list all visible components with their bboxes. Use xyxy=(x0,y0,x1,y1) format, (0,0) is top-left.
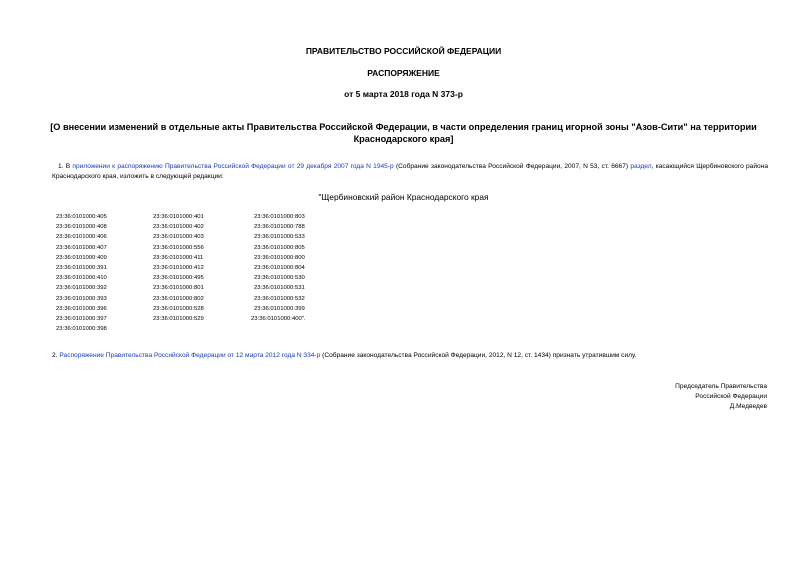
signature-block xyxy=(675,382,767,413)
parcel-number: 23:36:0101000:411 xyxy=(153,254,204,261)
paragraph-2-tail: (Собрание законодательства Российской Федерации, 2012, N 12, ст. 1434) признать утратившим силу. xyxy=(320,352,637,359)
parcel-number: 23:36:0101000:393 xyxy=(56,295,107,302)
parcel-number: 23:36:0101000:409 xyxy=(56,254,107,261)
parcel-number: 23:36:0101000:391 xyxy=(56,264,107,271)
parcel-number: 23:36:0101000:408 xyxy=(56,224,107,231)
link-section[interactable]: раздел xyxy=(630,163,652,170)
parcel-column-2 xyxy=(153,212,243,324)
parcel-number: 23:36:0101000:803 xyxy=(254,214,305,220)
document-title-line-1: [О внесении изменений в отдельные акты Правительства Российской Федерации, в части определения границ игорной зоны "Азов-Сити" на территории xyxy=(50,122,757,132)
parcel-number: 23:36:0101000:406 xyxy=(56,234,107,241)
parcel-number: 23:36:0101000:399 xyxy=(254,305,305,312)
parcel-number: 23:36:0101000:802 xyxy=(153,295,204,302)
paragraph-2-lead: 2. xyxy=(52,352,60,359)
document-title-line-2: Краснодарского края] xyxy=(353,134,454,144)
paragraph-1-lead: 1. В xyxy=(58,163,73,170)
parcel-number: 23:36:0101000:529 xyxy=(153,315,204,322)
parcel-number: 23:36:0101000:530 xyxy=(254,275,305,282)
parcel-number: 23:36:0101000:788 xyxy=(254,224,305,231)
parcel-number: 23:36:0101000:412 xyxy=(153,264,204,271)
government-header: ПРАВИТЕЛЬСТВО РОССИЙСКОЙ ФЕДЕРАЦИИ xyxy=(305,46,502,56)
signature-name: Д.Медведев xyxy=(729,403,767,411)
parcel-number: 23:36:0101000:401 xyxy=(153,214,204,220)
parcel-number: 23:36:0101000:533 xyxy=(254,234,305,241)
link-appendix-1945[interactable]: приложении к распоряжению Правительства Российской Федерации от 29 декабря 2007 года N 1945-р xyxy=(72,163,394,170)
paragraph-1-tail: , касающийся Щербиновского района Краснодарского края, изложить в следующей редакции: xyxy=(52,163,768,180)
parcel-column-3 xyxy=(251,212,354,324)
parcel-number: 23:36:0101000:410 xyxy=(56,275,107,282)
parcel-number: 23:36:0101000:392 xyxy=(56,285,107,292)
parcel-number: 23:36:0101000:396 xyxy=(56,305,107,312)
parcel-number: 23:36:0101000:397 xyxy=(56,315,107,322)
paragraph-1-middle: (Собрание законодательства Российской Федерации, 2007, N 53, ст. 6667) xyxy=(393,163,631,170)
parcel-number: 23:36:0101000:532 xyxy=(254,295,305,302)
parcel-number: 23:36:0101000:407 xyxy=(56,244,107,251)
link-order-334[interactable]: Распоряжение Правительства Российской Федерации от 12 марта 2012 года N 334-р xyxy=(59,352,321,359)
parcel-number: 23:36:0101000:528 xyxy=(153,305,204,312)
document-type: РАСПОРЯЖЕНИЕ xyxy=(367,68,440,78)
parcel-number: 23:36:0101000:804 xyxy=(254,264,305,271)
parcel-number: 23:36:0101000:403 xyxy=(153,234,204,241)
signature-org: Российской Федерации xyxy=(695,393,767,401)
parcel-number: 23:36:0101000:402 xyxy=(153,224,204,231)
parcel-number: 23:36:0101000:400". xyxy=(251,315,306,322)
document-date-number: от 5 марта 2018 года N 373-р xyxy=(344,89,463,99)
paragraph-2 xyxy=(52,351,768,361)
parcel-number: 23:36:0101000:398 xyxy=(56,326,107,333)
paragraph-1 xyxy=(52,162,768,182)
parcel-number: 23:36:0101000:800 xyxy=(254,254,305,261)
parcel-column-1 xyxy=(56,212,146,334)
parcel-number: 23:36:0101000:556 xyxy=(153,244,204,251)
parcel-number: 23:36:0101000:531 xyxy=(254,285,305,292)
parcel-number: 23:36:0101000:801 xyxy=(153,285,204,292)
parcel-number: 23:36:0101000:495 xyxy=(153,275,204,282)
signature-title: Председатель Правительства xyxy=(675,383,767,390)
parcel-number: 23:36:0101000:805 xyxy=(254,244,305,251)
parcel-number: 23:36:0101000:405 xyxy=(56,214,107,220)
section-heading: "Щербиновский район Краснодарского края xyxy=(318,192,489,202)
